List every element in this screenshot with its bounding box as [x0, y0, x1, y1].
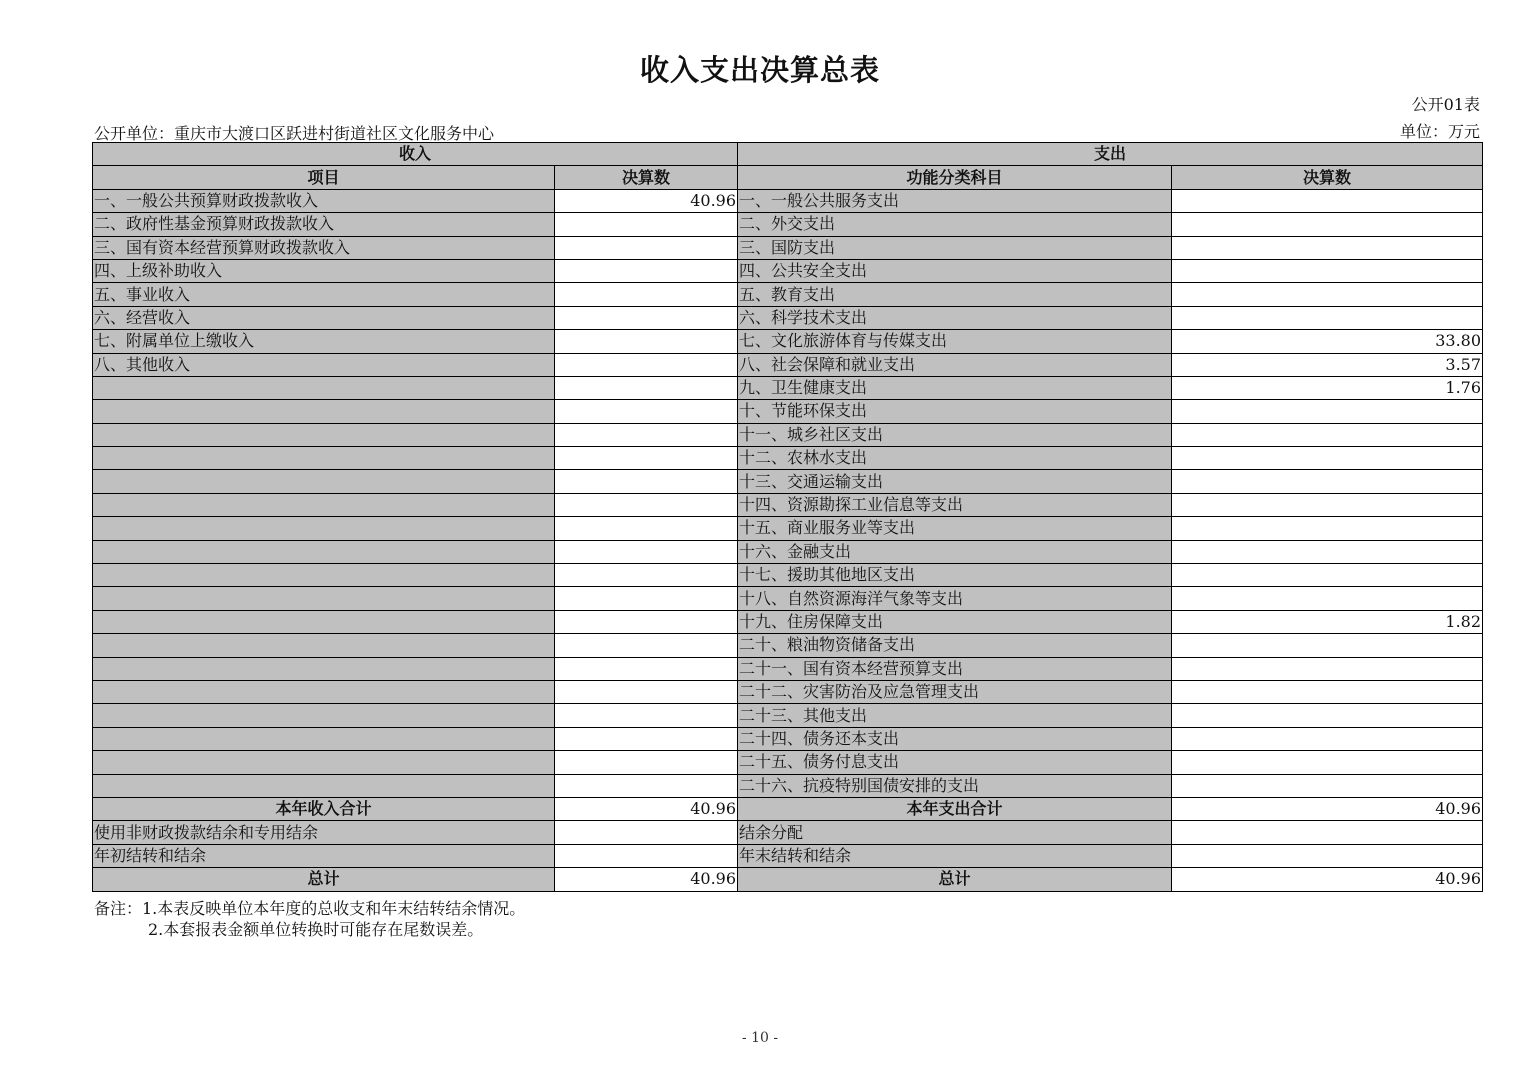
expense-item-label: 二十五、债务付息支出 [738, 751, 1172, 774]
expense-item-value [1172, 493, 1483, 516]
table-row [93, 447, 1483, 470]
expense-item-value [1172, 634, 1483, 657]
table-row [93, 774, 1483, 797]
expense-item-label: 十二、农林水支出 [738, 447, 1172, 470]
expense-item-value [1172, 470, 1483, 493]
expense-item-value [1172, 400, 1483, 423]
income-item-value [555, 470, 738, 493]
income-item-label: 八、其他收入 [93, 353, 555, 376]
expense-item-value [1172, 236, 1483, 259]
table-row [93, 680, 1483, 703]
income-item-value [555, 330, 738, 353]
income-item-label [93, 610, 555, 633]
expense-item-label: 十九、住房保障支出 [738, 610, 1172, 633]
income-item-value [555, 540, 738, 563]
table-row [93, 751, 1483, 774]
table-row [93, 189, 1483, 212]
expense-item-value [1172, 821, 1483, 844]
income-item-value [555, 283, 738, 306]
expense-item-value [1172, 306, 1483, 329]
expense-item-label: 二十二、灾害防治及应急管理支出 [738, 680, 1172, 703]
table-row [93, 236, 1483, 259]
expense-item-label: 三、国防支出 [738, 236, 1172, 259]
footnote-1: 备注：1.本表反映单位本年度的总收支和年末结转结余情况。 [94, 899, 526, 918]
expense-item-label: 年末结转和结余 [738, 844, 1172, 867]
income-item-label: 二、政府性基金预算财政拨款收入 [93, 213, 555, 236]
expense-item-label: 八、社会保障和就业支出 [738, 353, 1172, 376]
grand-total-income-label: 总计 [93, 868, 555, 891]
expense-item-value [1172, 844, 1483, 867]
grand-total-row [93, 868, 1483, 891]
table-row [93, 213, 1483, 236]
table-row [93, 259, 1483, 282]
income-item-value [555, 704, 738, 727]
expense-item-value [1172, 704, 1483, 727]
expense-item-label: 五、教育支出 [738, 283, 1172, 306]
table-row [93, 283, 1483, 306]
expense-item-value [1172, 774, 1483, 797]
grand-total-expense-value: 40.96 [1172, 868, 1483, 891]
income-item-value [555, 259, 738, 282]
income-item-value [555, 493, 738, 516]
expense-item-label: 十四、资源勘探工业信息等支出 [738, 493, 1172, 516]
expense-item-value [1172, 540, 1483, 563]
column-header-function: 功能分类科目 [738, 166, 1172, 189]
expense-item-label: 九、卫生健康支出 [738, 376, 1172, 399]
income-item-value [555, 657, 738, 680]
expense-item-value [1172, 727, 1483, 750]
income-item-value [555, 610, 738, 633]
income-item-label [93, 727, 555, 750]
income-item-label [93, 657, 555, 680]
expense-item-value [1172, 657, 1483, 680]
total-expense-label: 本年支出合计 [738, 797, 1172, 820]
income-item-label: 四、上级补助收入 [93, 259, 555, 282]
table-row [93, 470, 1483, 493]
expense-item-label: 七、文化旅游体育与传媒支出 [738, 330, 1172, 353]
expense-item-value [1172, 680, 1483, 703]
currency-unit: 单位：万元 [1399, 122, 1480, 141]
income-item-value [555, 774, 738, 797]
form-number: 公开01表 [1411, 95, 1480, 114]
expense-item-label: 二、外交支出 [738, 213, 1172, 236]
table-row [93, 540, 1483, 563]
expense-item-label: 十、节能环保支出 [738, 400, 1172, 423]
expense-item-label: 六、科学技术支出 [738, 306, 1172, 329]
income-item-value [555, 213, 738, 236]
income-item-label [93, 470, 555, 493]
expense-item-value [1172, 213, 1483, 236]
income-item-label: 五、事业收入 [93, 283, 555, 306]
expense-item-label: 十八、自然资源海洋气象等支出 [738, 587, 1172, 610]
expense-item-value: 1.82 [1172, 610, 1483, 633]
expense-item-value [1172, 751, 1483, 774]
income-item-label [93, 680, 555, 703]
income-item-value [555, 727, 738, 750]
expense-item-label: 四、公共安全支出 [738, 259, 1172, 282]
table-row [93, 821, 1483, 844]
expense-item-label: 二十一、国有资本经营预算支出 [738, 657, 1172, 680]
grand-total-expense-label: 总计 [738, 868, 1172, 891]
income-item-label [93, 634, 555, 657]
income-item-label: 三、国有资本经营预算财政拨款收入 [93, 236, 555, 259]
income-item-value [555, 400, 738, 423]
expense-item-label: 十五、商业服务业等支出 [738, 517, 1172, 540]
footnote-2: 2.本套报表金额单位转换时可能存在尾数误差。 [148, 920, 484, 939]
income-item-label [93, 447, 555, 470]
expense-item-label: 一、一般公共服务支出 [738, 189, 1172, 212]
expense-item-label: 二十六、抗疫特别国债安排的支出 [738, 774, 1172, 797]
expense-item-label: 二十四、债务还本支出 [738, 727, 1172, 750]
income-item-value [555, 844, 738, 867]
income-item-value [555, 564, 738, 587]
income-item-label: 使用非财政拨款结余和专用结余 [93, 821, 555, 844]
income-item-label [93, 517, 555, 540]
reporting-organization: 公开单位：重庆市大渡口区跃进村街道社区文化服务中心 [94, 124, 495, 143]
income-item-label [93, 423, 555, 446]
expense-item-label: 二十三、其他支出 [738, 704, 1172, 727]
expense-item-value [1172, 587, 1483, 610]
expense-item-value: 1.76 [1172, 376, 1483, 399]
expense-section-header: 支出 [738, 143, 1483, 166]
income-item-label [93, 493, 555, 516]
column-header-item: 项目 [93, 166, 555, 189]
income-item-value [555, 634, 738, 657]
annual-total-row [93, 797, 1483, 820]
table-row [93, 704, 1483, 727]
income-item-value [555, 376, 738, 399]
column-header-amount-expense: 决算数 [1172, 166, 1483, 189]
total-expense-value: 40.96 [1172, 797, 1483, 820]
income-item-label [93, 376, 555, 399]
income-item-label [93, 400, 555, 423]
table-row [93, 657, 1483, 680]
income-item-value [555, 447, 738, 470]
footnotes [94, 898, 525, 940]
table-row [93, 517, 1483, 540]
income-item-value [555, 236, 738, 259]
expense-item-label: 十七、援助其他地区支出 [738, 564, 1172, 587]
expense-item-value [1172, 189, 1483, 212]
expense-item-value [1172, 283, 1483, 306]
expense-item-value: 33.80 [1172, 330, 1483, 353]
income-item-label [93, 704, 555, 727]
income-item-label [93, 540, 555, 563]
table-row [93, 844, 1483, 867]
expense-item-label: 二十、粮油物资储备支出 [738, 634, 1172, 657]
expense-item-label: 十三、交通运输支出 [738, 470, 1172, 493]
income-item-value: 40.96 [555, 189, 738, 212]
expense-item-value: 3.57 [1172, 353, 1483, 376]
income-item-value [555, 353, 738, 376]
page-title: 收入支出决算总表 [639, 53, 880, 87]
expense-item-value [1172, 423, 1483, 446]
income-item-label: 六、经营收入 [93, 306, 555, 329]
table-body [93, 189, 1483, 797]
table-row [93, 353, 1483, 376]
income-item-label [93, 587, 555, 610]
page-number: - 10 - [741, 1030, 779, 1046]
table-row [93, 610, 1483, 633]
income-item-value [555, 306, 738, 329]
table-row [93, 634, 1483, 657]
income-item-label: 一、一般公共预算财政拨款收入 [93, 189, 555, 212]
table-row [93, 493, 1483, 516]
table-row [93, 727, 1483, 750]
table-row [93, 376, 1483, 399]
table-row [93, 330, 1483, 353]
income-item-value [555, 587, 738, 610]
table-row [93, 306, 1483, 329]
income-item-label: 七、附属单位上缴收入 [93, 330, 555, 353]
income-section-header: 收入 [93, 143, 738, 166]
total-income-value: 40.96 [555, 797, 738, 820]
income-item-label [93, 564, 555, 587]
table-row [93, 564, 1483, 587]
table-row [93, 423, 1483, 446]
expense-item-label: 结余分配 [738, 821, 1172, 844]
income-item-value [555, 423, 738, 446]
income-item-value [555, 680, 738, 703]
grand-total-income-value: 40.96 [555, 868, 738, 891]
table-row [93, 587, 1483, 610]
income-item-value [555, 751, 738, 774]
expense-item-value [1172, 517, 1483, 540]
budget-summary-table [92, 142, 1483, 892]
income-item-label [93, 774, 555, 797]
total-income-label: 本年收入合计 [93, 797, 555, 820]
expense-item-label: 十六、金融支出 [738, 540, 1172, 563]
expense-item-value [1172, 447, 1483, 470]
income-item-value [555, 517, 738, 540]
income-item-label: 年初结转和结余 [93, 844, 555, 867]
expense-item-value [1172, 259, 1483, 282]
income-item-value [555, 821, 738, 844]
column-header-amount: 决算数 [555, 166, 738, 189]
table-row [93, 400, 1483, 423]
expense-item-label: 十一、城乡社区支出 [738, 423, 1172, 446]
expense-item-value [1172, 564, 1483, 587]
income-item-label [93, 751, 555, 774]
